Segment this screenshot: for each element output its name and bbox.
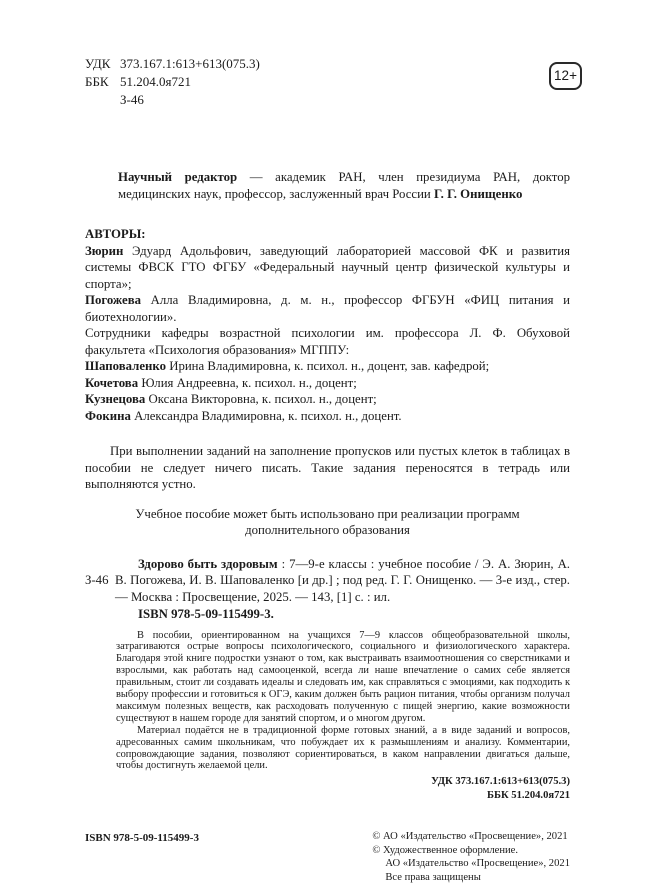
bottom-codes-block	[85, 775, 570, 802]
authors-heading: АВТОРЫ:	[85, 227, 146, 241]
tasks-note: При выполнении заданий на заполнение пропусков или пустых клеток в таблицах в пособии не следует ничего писать. Такие задания переносятся в тетрадь или выполняются устно.	[85, 444, 570, 491]
staff-intro: Сотрудники кафедры возрастной психологии им. профессора Л. Ф. Обуховой факультета «Психология образования» МГППУ:	[85, 326, 570, 357]
copyright-line: © АО «Издательство «Просвещение», 2021	[372, 831, 568, 843]
annotation-block	[116, 630, 570, 773]
bbk-bottom: ББК 51.204.0я721	[486, 789, 570, 801]
udk-line	[85, 55, 570, 73]
staff-surname: Фокина	[85, 408, 131, 423]
footer	[85, 830, 570, 884]
copyright-line: Все права защищены	[385, 871, 481, 883]
staff-entry	[85, 375, 570, 392]
annotation-paragraph-1: В пособии, ориентированном на учащихся 7—9 классов общеобразовательной школы, затрагиваются острые вопросы психологического, социального и физиологического характера. Благодаря этой книге подростки узнают о том, как выстраивать взаимоотношения со сверстниками и взрослыми, как работать над самооценкой, всегда ли наше впечатление о самих себе является правильным, стоит ли создавать идеалы и следовать им, как справляться с эмоциями, как подходить к выбору профессии и готовиться к ОГЭ, каким должен быть рацион питания, чтобы организм получал максимум полезных веществ, как расходовать полученную с пищей энергию, какие возможности существуют в нашем городе для занятий спортом, и о многом другом.	[116, 629, 570, 724]
biblio-description: : 7—9-е классы : учебное пособие / Э. А. Зюрин, А. В. Погожева, И. В. Шаповаленко [и др.] ; под ред. Г. Г. Онищенко. — 3-е изд., стер. — Москва : Просвещение, 2025. — 143, [1] с. : ил.	[115, 556, 571, 604]
editor-text: — академик РАН, член президиума РАН, доктор медицинских наук, профессор, заслуженный врач России	[118, 170, 571, 201]
editor-name: Г. Г. Онищенко	[433, 186, 523, 201]
udk-value: 373.167.1:613+613(075.3)	[120, 56, 260, 71]
staff-surname: Кузнецова	[85, 392, 146, 406]
biblio-title: Здорово быть здоровым	[138, 556, 278, 571]
copyright-line: АО «Издательство «Просвещение», 2021	[385, 858, 570, 870]
editor-label: Научный редактор	[118, 170, 238, 184]
biblio-book-code: З-46	[85, 573, 109, 587]
staff-description: Ирина Владимировна, к. психол. н., доцент, зав. кафедрой;	[166, 359, 490, 373]
staff-surname: Шаповаленко	[85, 359, 166, 373]
staff-entry	[85, 391, 570, 408]
staff-description: Оксана Викторовна, к. психол. н., доцент;	[145, 392, 377, 406]
annotation-paragraph-2: Материал подаётся не в традиционной форме готовых знаний, а в виде заданий и вопросов, адресованных самим школьникам, что побуждает их к размышлениям и анализу. Комментарии, сопровождающие задания, позволяют сориентироваться, в каком направлении двигаться дальше, чтобы достигнуть желаемой цели.	[116, 724, 570, 772]
author-surname: Зюрин	[85, 243, 124, 258]
scientific-editor-paragraph	[118, 169, 570, 202]
biblio-isbn: ISBN 978-5-09-115499-3.	[138, 607, 274, 621]
author-entry	[85, 292, 570, 325]
staff-description: Александра Владимировна, к. психол. н., доцент.	[130, 408, 402, 423]
staff-surname: Кочетова	[85, 375, 139, 390]
bbk-label: ББК	[85, 74, 109, 89]
author-description: Эдуард Адольфович, заведующий лабораторией массовой ФК и развития системы ФВСК ГТО ФГБУ «Федеральный научный центр физической культуры и спорта»;	[85, 243, 570, 291]
copyright-line: © Художественное оформление.	[372, 844, 519, 856]
author-description: Алла Владимировна, д. м. н., профессор ФГБУН «ФИЦ питания и биотехнологии».	[85, 293, 570, 324]
staff-entry	[85, 408, 570, 425]
book-code-line	[85, 91, 570, 109]
bibliographic-record	[85, 556, 571, 606]
author-entry	[85, 243, 570, 293]
age-rating-badge: 12+	[549, 62, 582, 90]
udk-bottom: УДК 373.167.1:613+613(075.3)	[431, 776, 570, 788]
top-codes-block	[85, 55, 570, 109]
book-code: З-46	[120, 92, 144, 107]
bbk-line	[85, 73, 570, 91]
udk-label: УДК	[85, 56, 111, 71]
copyright-block	[372, 830, 570, 884]
usage-note: Учебное пособие может быть использовано при реализации программ дополнительного образования	[135, 506, 520, 537]
staff-entry	[85, 358, 570, 375]
bbk-value: 51.204.0я721	[120, 74, 191, 89]
staff-description: Юлия Андреевна, к. психол. н., доцент;	[138, 375, 357, 390]
footer-isbn: ISBN 978-5-09-115499-3	[85, 832, 199, 845]
author-surname: Погожева	[85, 293, 142, 307]
